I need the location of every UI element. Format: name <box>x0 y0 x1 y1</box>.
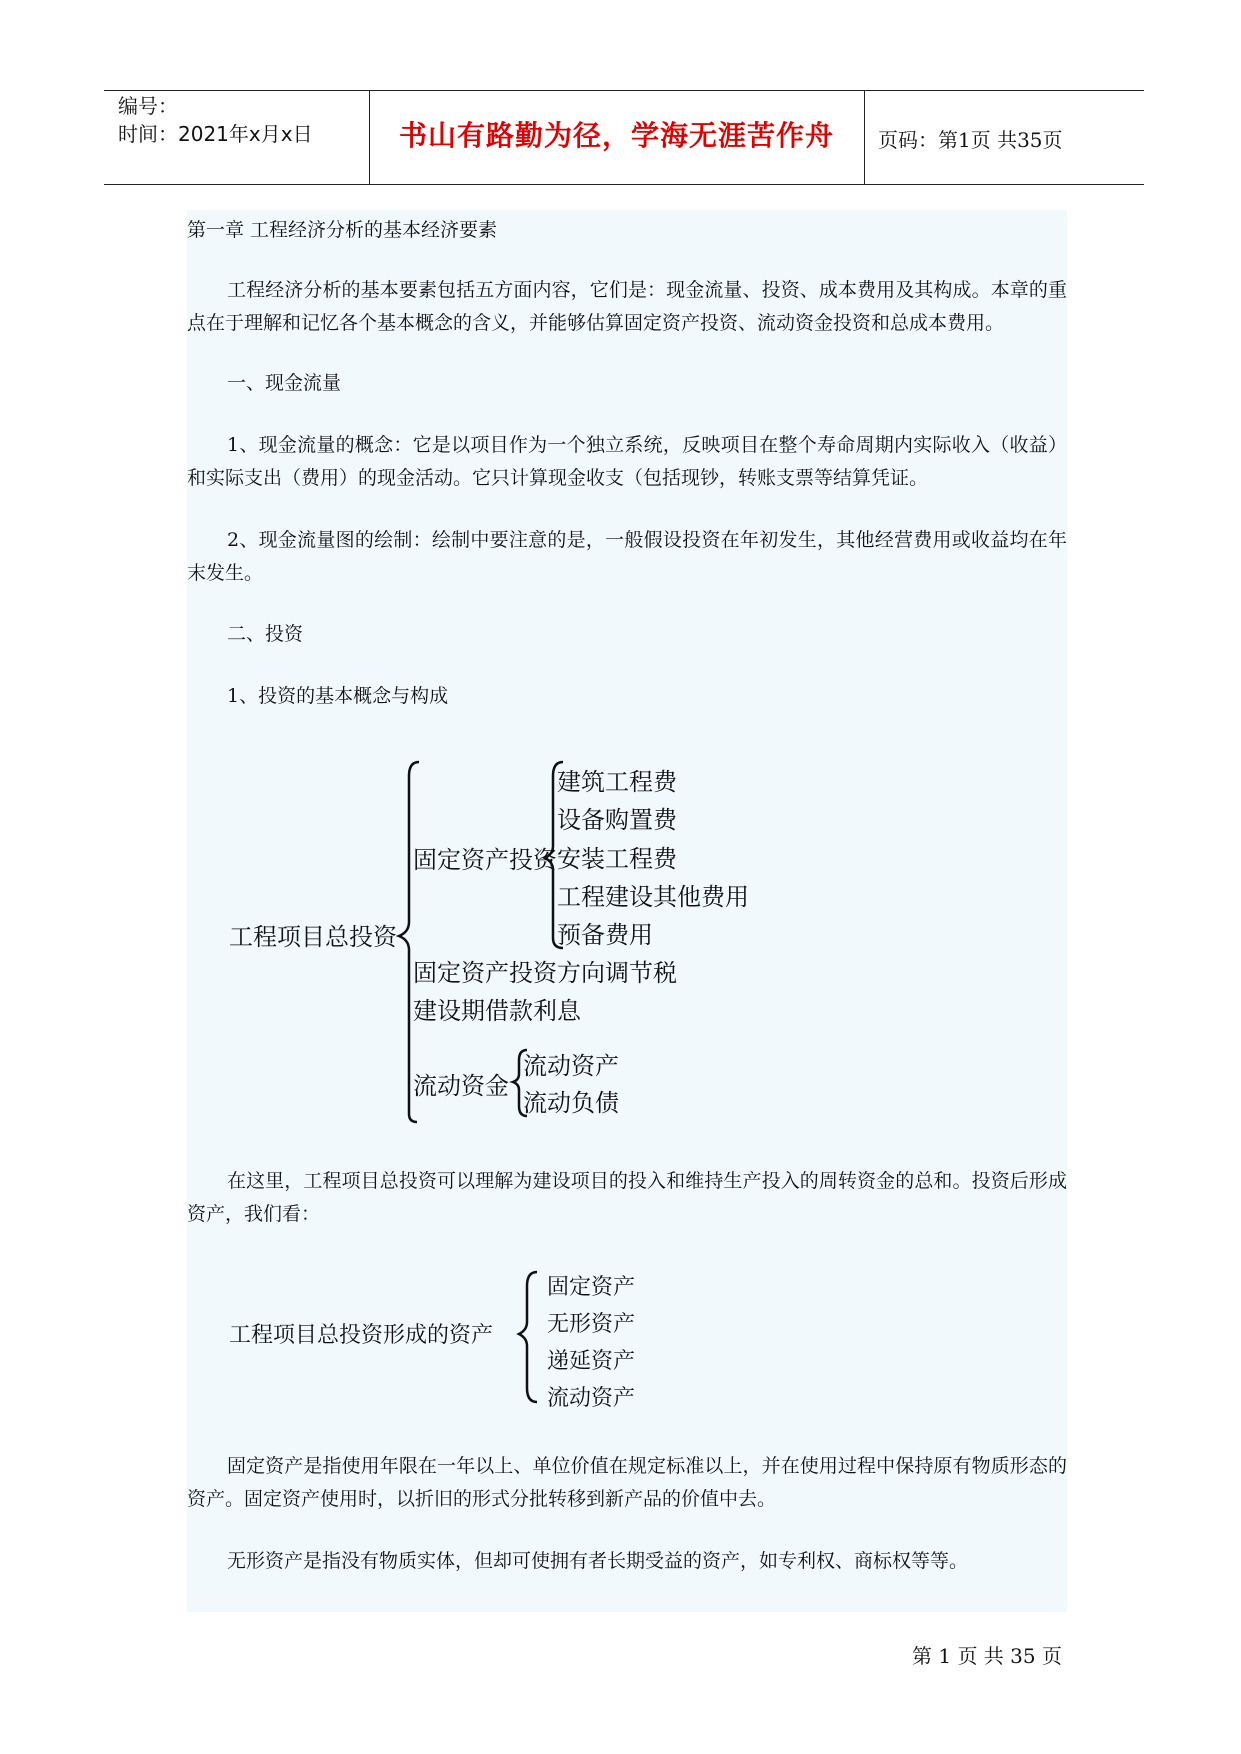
fixed-item-construction: 建筑工程费 <box>557 768 677 796</box>
header-left-cell <box>118 92 313 148</box>
footer-page-number: 第 1 页 共 35 页 <box>912 1644 1062 1668</box>
fixed-asset-definition-paragraph: 固定资产是指使用年限在一年以上、单位价值在规定标准以上，并在使用过程中保持原有物质形态的资产。固定资产使用时，以折旧的形式分批转移到新产品的价值中去。 <box>187 1455 1067 1510</box>
header-top-rule <box>104 90 1144 91</box>
cash-flow-diagram-paragraph: 2、现金流量图的绘制：绘制中要注意的是，一般假设投资在年初发生，其他经营费用或收益均在年末发生。 <box>187 529 1067 584</box>
header-page-label: 页码：第1页 共35页 <box>878 128 1063 152</box>
header-time-label: 时间：2021年x月x日 <box>118 122 313 146</box>
fixed-item-installation: 安装工程费 <box>557 845 677 873</box>
diagram-fixed-asset-investment: 固定资产投资 <box>413 846 557 874</box>
header-divider-right <box>864 90 865 184</box>
assets-brace-icon <box>519 1272 537 1402</box>
chapter-title: 第一章 工程经济分析的基本经济要素 <box>187 219 498 241</box>
intro-paragraph: 工程经济分析的基本要素包括五方面内容，它们是：现金流量、投资、成本费用及其构成。本章的重点在于理解和记忆各个基本概念的含义，并能够估算固定资产投资、流动资金投资和总成本费用。 <box>187 279 1067 334</box>
document-body <box>187 210 1067 1612</box>
investment-subheading: 1、投资的基本概念与构成 <box>227 685 449 707</box>
intangible-asset-definition-paragraph: 无形资产是指没有物质实体，但却可使拥有者长期受益的资产，如专利权、商标权等等。 <box>227 1550 969 1572</box>
header-motto: 书山有路勤为径，学海无涯苦作舟 <box>398 119 834 152</box>
header-number-label: 编号： <box>118 94 178 118</box>
section-heading-investment: 二、投资 <box>227 623 304 645</box>
diagram-working-capital: 流动资金 <box>413 1072 509 1100</box>
diagram2-root: 工程项目总投资形成的资产 <box>229 1323 494 1348</box>
fixed-item-contingency: 预备费用 <box>557 921 653 949</box>
working-item-current-liabilities: 流动负债 <box>523 1089 619 1117</box>
diagram-root-total-investment: 工程项目总投资 <box>229 923 397 951</box>
working-item-current-assets: 流动资产 <box>523 1052 619 1080</box>
asset-current: 流动资产 <box>547 1386 636 1411</box>
asset-fixed: 固定资产 <box>547 1275 636 1300</box>
asset-deferred: 递延资产 <box>547 1349 636 1374</box>
fixed-item-other-costs: 工程建设其他费用 <box>557 883 749 911</box>
section-heading-cash-flow: 一、现金流量 <box>227 372 342 394</box>
total-investment-paragraph: 在这里，工程项目总投资可以理解为建设项目的投入和维持生产投入的周转资金的总和。投资后形成资产，我们看： <box>187 1170 1067 1225</box>
asset-intangible: 无形资产 <box>547 1312 636 1337</box>
header-bottom-rule <box>104 184 1144 185</box>
fixed-item-equipment: 设备购置费 <box>557 806 677 834</box>
diagram-investment-tax: 固定资产投资方向调节税 <box>413 959 677 987</box>
cash-flow-concept-paragraph: 1、现金流量的概念：它是以项目作为一个独立系统，反映项目在整个寿命周期内实际收入（收益）和实际支出（费用）的现金活动。它只计算现金收支（包括现钞，转账支票等结算凭证。 <box>187 434 1067 489</box>
diagram-construction-interest: 建设期借款利息 <box>413 997 581 1025</box>
